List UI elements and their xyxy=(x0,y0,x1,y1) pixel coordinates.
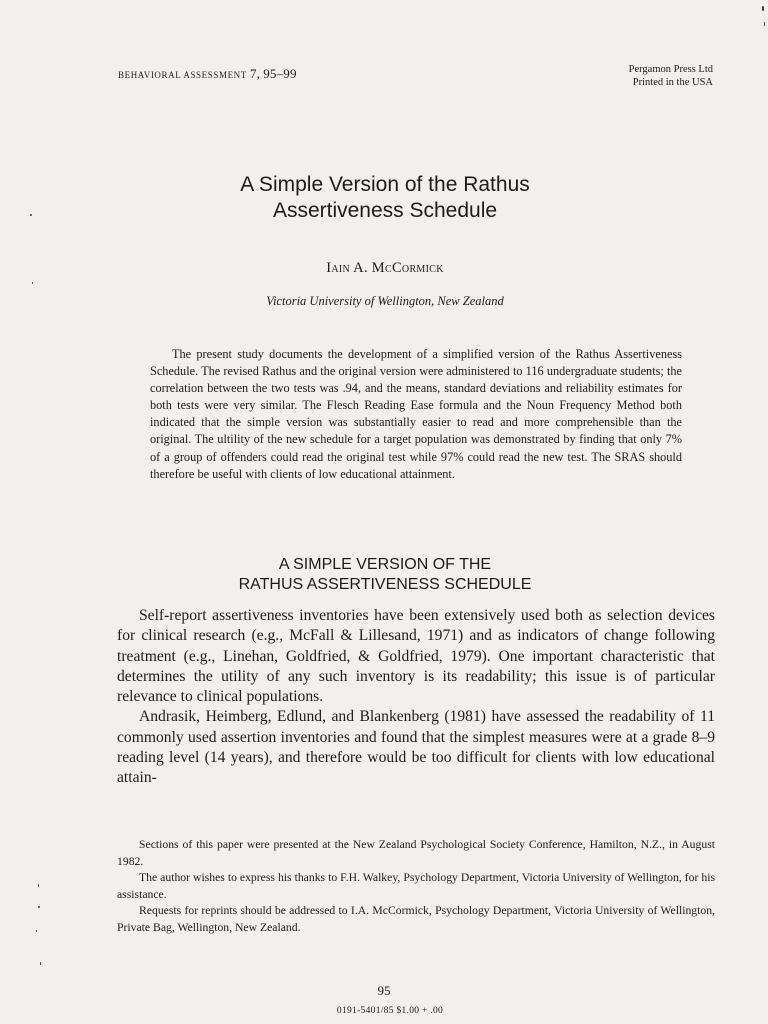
scan-speck xyxy=(38,906,40,908)
journal-volume: 7, xyxy=(249,66,261,81)
author-affiliation: Victoria University of Wellington, New Zealand xyxy=(266,294,504,308)
footnote-reprints: Requests for reprints should be addressed to I.A. McCormick, Psychology Department, Victoria University of Wellington, Private Bag, Wellington, New Zealand. xyxy=(117,904,715,934)
body-text xyxy=(117,606,715,789)
footnotes xyxy=(117,837,715,936)
section-heading xyxy=(120,555,650,595)
footnote-conference: Sections of this paper were presented at the New Zealand Psychological Society Conference, Hamilton, N.Z., in August 1982. xyxy=(117,838,715,868)
scan-speck xyxy=(30,214,32,216)
publisher-info xyxy=(560,63,713,89)
publisher-line: Pergamon Press Ltd xyxy=(628,64,713,75)
issn-price-line: 0191-5401/85 $1.00 + .00 xyxy=(336,1006,444,1016)
body-paragraph-2: Andrasik, Heimberg, Edlund, and Blankenberg (1981) have assessed the readability of 11 commonly used assertion inventories and found that the simplest measures were at a grade 8–9 reading level (14 years), and therefore would be too difficult for clients with low educational attain- xyxy=(117,708,715,787)
journal-pages: 95–99 xyxy=(263,66,297,81)
scan-speck xyxy=(764,22,765,26)
author-text: Iain A. McCormick xyxy=(326,260,444,276)
article-title xyxy=(120,172,650,224)
footnote-acknowledgement: The author wishes to express his thanks to F.H. Walkey, Psychology Department, Victoria University of Wellington, for his assistance. xyxy=(117,871,715,901)
section-heading-line-1: A SIMPLE VERSION OF THE xyxy=(278,556,492,573)
scan-speck xyxy=(38,884,39,887)
title-line-2: Assertiveness Schedule xyxy=(272,199,498,222)
author-name xyxy=(120,260,650,277)
body-paragraph-1: Self-report assertiveness inventories have been extensively used both as selection devices for clinical research (e.g., McFall & Lillesand, 1971) and as indicators of change following treatment (e.g., Linehan, Goldfried, & Goldfried, 1979). One important characteristic that determines the utility of any such inventory is its readability; this issue is of particular relevance to clinical populations. xyxy=(117,607,715,706)
journal-header xyxy=(118,66,297,82)
abstract: The present study documents the development of a simplified version of the Rathus Assertiveness Schedule. The revised Rathus and the original version were administered to 116 undergraduate students; the correlation between the two tests was .94, and the means, standard deviations and reliability estimates for both tests were very similar. The Flesch Reading Ease formula and the Noun Frequency Method both indicated that the simple version was substantially easier to read and more comprehensible than the original. The ultility of the new schedule for a target population was demonstrated by finding that only 7% of a group of offenders could read the original test while 97% could read the new test. The SRAS should therefore be useful with clients of low educational attainment. xyxy=(150,347,682,481)
page-number: 95 xyxy=(377,983,391,998)
scan-speck xyxy=(32,282,33,284)
scan-speck xyxy=(36,930,37,932)
scan-speck xyxy=(762,6,764,11)
journal-name: BEHAVIORAL ASSESSMENT xyxy=(118,70,247,80)
printed-line: Printed in the USA xyxy=(632,77,713,88)
title-line-1: A Simple Version of the Rathus xyxy=(240,173,530,196)
section-heading-line-2: RATHUS ASSERTIVENESS SCHEDULE xyxy=(238,576,532,593)
scan-speck xyxy=(40,962,41,965)
